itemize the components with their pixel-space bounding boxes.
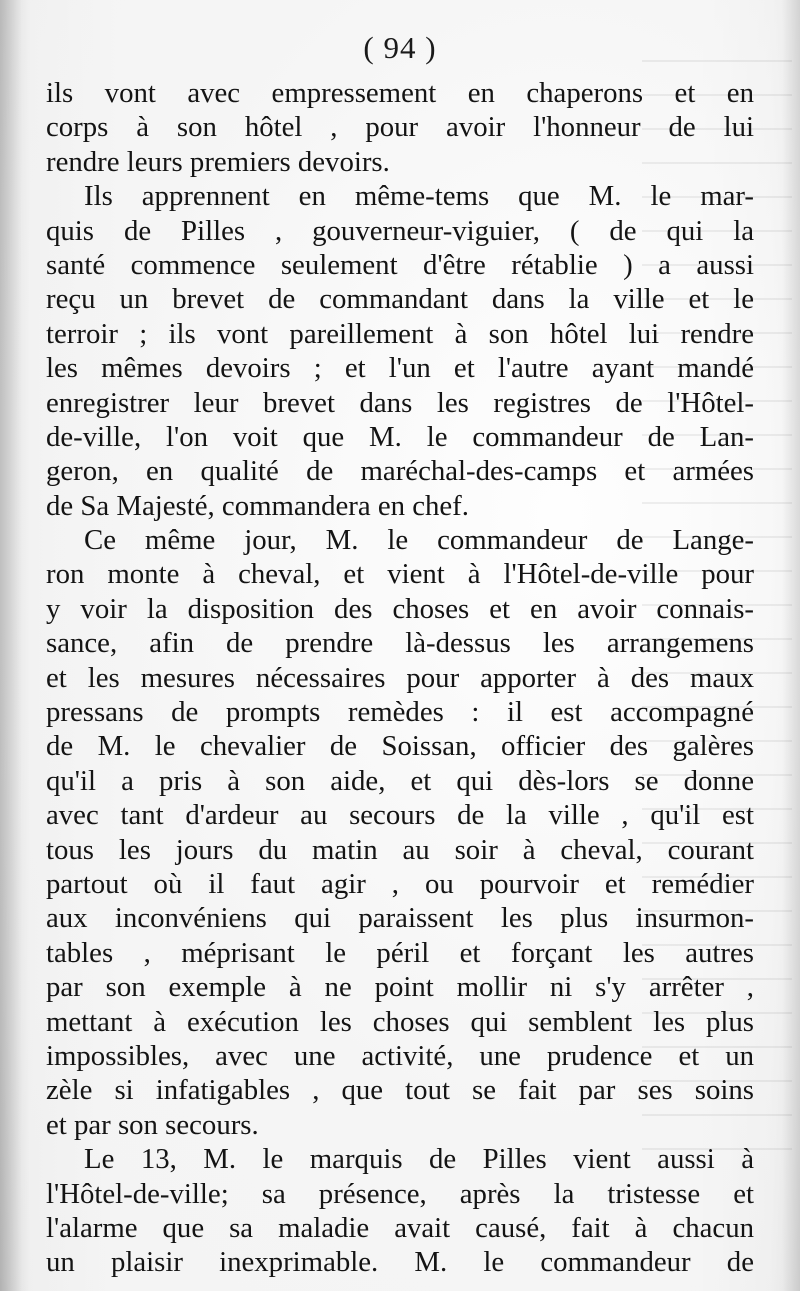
text-line: impossibles, avec une activité, une prudence et un bbox=[46, 1039, 754, 1072]
text-line: de Sa Majesté, commandera en chef. bbox=[46, 489, 469, 522]
text-line: par son exemple à ne point mollir ni s'y arrêter , bbox=[46, 971, 754, 1004]
text-line: santé commence seulement d'être rétablie ) a aussi bbox=[46, 248, 754, 281]
text-line: reçu un brevet de commandant dans la ville et le bbox=[46, 283, 754, 316]
text-line: aux inconvéniens qui paraissent les plus insurmon- bbox=[46, 902, 754, 935]
text-line: Ce même jour, M. le commandeur de Lange- bbox=[84, 524, 754, 557]
text-line: tous les jours du matin au soir à cheval, courant bbox=[46, 833, 754, 866]
text-line: de M. le chevalier de Soissan, officier des galères bbox=[46, 730, 754, 763]
text-line: zèle si infatigables , que tout se fait par ses soins bbox=[46, 1074, 754, 1107]
body-text bbox=[46, 76, 754, 1280]
text-line: geron, en qualité de maréchal-des-camps et armées bbox=[46, 455, 754, 488]
text-line: avec tant d'ardeur au secours de la ville , qu'il est bbox=[46, 799, 754, 832]
text-line: partout où il faut agir , ou pourvoir et remédier bbox=[46, 867, 754, 900]
text-line: terroir ; ils vont pareillement à son hôtel lui rendre bbox=[46, 317, 754, 350]
text-line: et les mesures nécessaires pour apporter à des maux bbox=[46, 661, 754, 694]
text-line: enregistrer leur brevet dans les registres de l'Hôtel- bbox=[46, 386, 754, 419]
gutter-shadow bbox=[0, 0, 22, 1291]
text-line: mettant à exécution les choses qui semblent les plus bbox=[46, 1005, 754, 1038]
text-line: et par son secours. bbox=[46, 1108, 259, 1141]
text-line: tables , méprisant le péril et forçant les autres bbox=[46, 936, 754, 969]
text-line: ron monte à cheval, et vient à l'Hôtel-de-ville pour bbox=[46, 558, 754, 591]
text-line: sance, afin de prendre là-dessus les arrangemens bbox=[46, 627, 754, 660]
text-line: qu'il a pris à son aide, et qui dès-lors se donne bbox=[46, 764, 754, 797]
text-line: les mêmes devoirs ; et l'un et l'autre ayant mandé bbox=[46, 352, 754, 385]
text-line: un plaisir inexprimable. M. le commandeur de bbox=[46, 1246, 754, 1279]
text-line: corps à son hôtel , pour avoir l'honneur de lui bbox=[46, 111, 754, 144]
text-line: l'Hôtel-de-ville; sa présence, après la tristesse et bbox=[46, 1177, 754, 1210]
text-line: de-ville, l'on voit que M. le commandeur de Lan- bbox=[46, 420, 754, 453]
text-line: quis de Pilles , gouverneur-viguier, ( de qui la bbox=[46, 214, 754, 247]
page-number: ( 94 ) bbox=[363, 30, 437, 65]
text-line: ils vont avec empressement en chaperons et en bbox=[46, 77, 754, 109]
text-line: Le 13, M. le marquis de Pilles vient aussi à bbox=[84, 1143, 754, 1176]
text-line: y voir la disposition des choses et en avoir connais- bbox=[46, 592, 754, 625]
text-line: pressans de prompts remèdes : il est accompagné bbox=[46, 696, 754, 729]
text-line: rendre leurs premiers devoirs. bbox=[46, 145, 390, 178]
text-line: l'alarme que sa maladie avait causé, fait à chacun bbox=[46, 1211, 754, 1244]
text-line: Ils apprennent en même-tems que M. le mar- bbox=[84, 180, 754, 213]
